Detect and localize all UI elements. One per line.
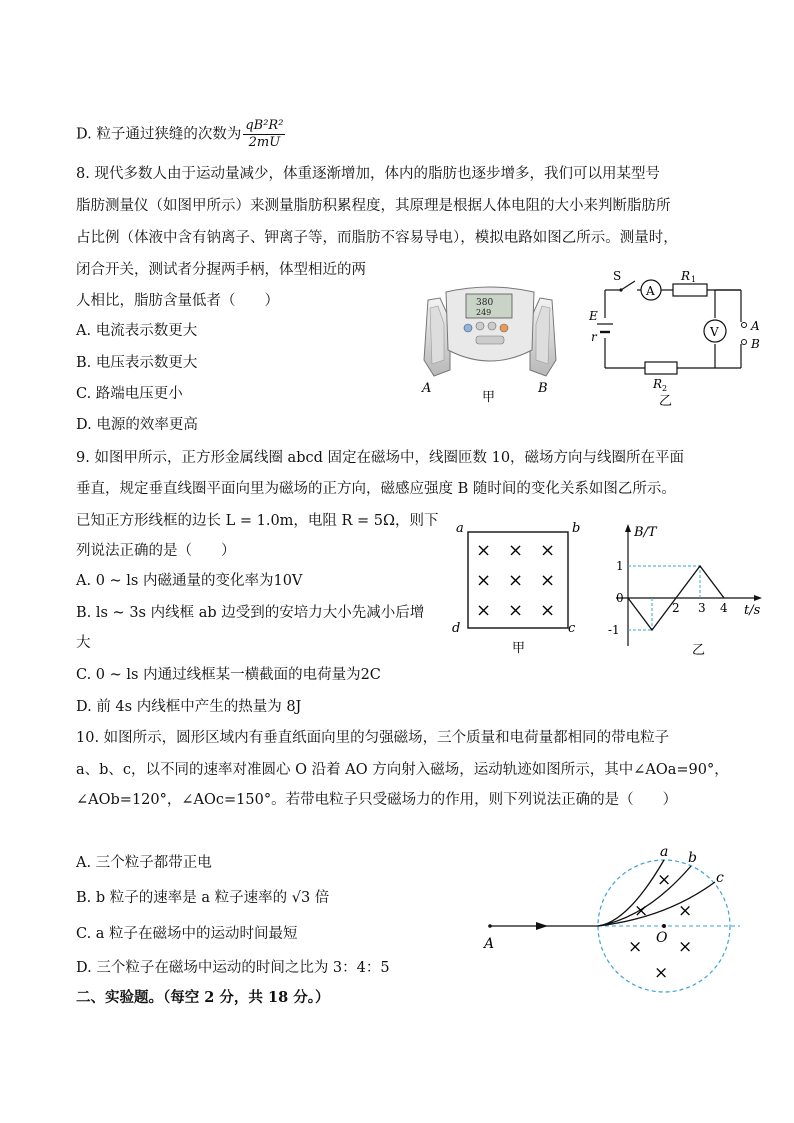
q10-option-c: C. a 粒子在磁场中的运动时间最短 bbox=[76, 926, 298, 942]
field-cross: × bbox=[628, 937, 643, 957]
meter-button-blue bbox=[464, 324, 472, 332]
q7-option-d-text: D. 粒子通过狭缝的次数为 bbox=[76, 126, 242, 143]
voltmeter-label: V bbox=[710, 325, 719, 339]
q8-option-c: C. 路端电压更小 bbox=[76, 386, 183, 402]
q8-stem-line4: 闭合开关，测试者分握两手柄，体型相近的两 bbox=[76, 262, 366, 278]
field-cross: × bbox=[678, 937, 693, 957]
trajectory-b-label: b bbox=[688, 850, 697, 866]
figure-caption-yi: 乙 bbox=[692, 643, 706, 658]
r1-label: R bbox=[681, 269, 691, 283]
trajectory-c-label: c bbox=[716, 870, 724, 886]
handle-label-a: A bbox=[422, 381, 432, 396]
field-cross: × bbox=[540, 570, 556, 591]
vertex-d: d bbox=[452, 621, 461, 636]
resistor-r2 bbox=[645, 362, 677, 374]
switch bbox=[621, 281, 635, 290]
q7-fraction bbox=[243, 118, 285, 151]
q10-option-a: A. 三个粒子都带正电 bbox=[76, 855, 212, 871]
terminal-b-label: B bbox=[751, 337, 760, 351]
r1-subscript: 1 bbox=[691, 275, 697, 284]
meter-button bbox=[488, 322, 496, 330]
q8-stem-line2: 脂肪测量仪（如图甲所示）来测量脂肪积累程度，其原理是根据人体电阻的大小来判断脂肪所 bbox=[76, 198, 671, 214]
field-cross: × bbox=[678, 901, 693, 921]
switch-label: S bbox=[613, 269, 622, 283]
square-coil-figure bbox=[448, 518, 588, 658]
field-cross: × bbox=[476, 540, 492, 561]
figure-caption-yi: 乙 bbox=[659, 394, 673, 408]
circuit-figure bbox=[585, 268, 770, 408]
figure-caption-jia: 甲 bbox=[482, 390, 496, 405]
field-cross: × bbox=[657, 870, 672, 890]
field-cross: × bbox=[508, 570, 524, 591]
origin-label: 0 bbox=[616, 591, 624, 605]
field-cross: × bbox=[654, 963, 669, 983]
x-tick-3: 3 bbox=[698, 601, 706, 615]
q8-option-a: A. 电流表示数更大 bbox=[76, 323, 198, 339]
q9-option-c: C. 0 ~ ls 内通过线框某一横截面的电荷量为2C bbox=[76, 667, 381, 683]
vertex-b: b bbox=[572, 521, 581, 536]
q10-stem-line2: a、b、c，以不同的速率对准圆心 O 沿着 AO 方向射入磁场，运动轨迹如图所示，其中∠AOa=90°， bbox=[76, 762, 729, 778]
q10-stem-line3: ∠AOb=120°，∠AOc=150°。若带电粒子只受磁场力的作用，则下列说法正确的是（ ） bbox=[76, 792, 678, 808]
section-heading: 二、实验题。（每空 2 分，共 18 分。） bbox=[76, 989, 330, 1006]
fat-meter-figure bbox=[410, 280, 570, 405]
x-tick-2: 2 bbox=[672, 601, 680, 615]
meter-button-orange bbox=[500, 324, 508, 332]
x-tick-4: 4 bbox=[720, 601, 728, 615]
field-cross: × bbox=[634, 901, 649, 921]
ammeter-label: A bbox=[646, 284, 655, 298]
internal-resistance-label: r bbox=[591, 330, 597, 344]
field-cross: × bbox=[540, 540, 556, 561]
figure-caption-jia: 甲 bbox=[512, 641, 526, 656]
q9-option-d: D. 前 4s 内线框中产生的热量为 8J bbox=[76, 699, 302, 715]
meter-button bbox=[476, 322, 484, 330]
emf-label: E bbox=[589, 309, 598, 323]
q9-option-a: A. 0 ~ ls 内磁通量的变化率为10V bbox=[76, 573, 303, 589]
field-crosses bbox=[476, 540, 555, 621]
handle-label-b: B bbox=[538, 381, 548, 396]
terminal-b bbox=[742, 340, 747, 345]
b-t-graph bbox=[598, 520, 778, 660]
q8-option-b: B. 电压表示数更大 bbox=[76, 355, 198, 371]
q9-option-b: B. ls ~ 3s 内线框 ab 边受到的安培力大小先减小后增 bbox=[76, 605, 425, 621]
circular-field-figure bbox=[478, 838, 768, 996]
point-a-label: A bbox=[484, 936, 495, 952]
x-axis-label: t/s bbox=[744, 603, 761, 618]
center-o-label: O bbox=[656, 930, 668, 946]
q8-option-d: D. 电源的效率更高 bbox=[76, 417, 198, 433]
center-o bbox=[662, 924, 666, 928]
q10-stem-line1: 10. 如图所示，圆形区域内有垂直纸面向里的匀强磁场，三个质量和电荷量都相同的带电粒子 bbox=[76, 730, 670, 746]
field-cross: × bbox=[508, 540, 524, 561]
q10-option-b: B. b 粒子的速率是 a 粒子速率的 √3 倍 bbox=[76, 890, 330, 906]
trajectory-a-label: a bbox=[660, 844, 669, 860]
vertex-a: a bbox=[456, 521, 464, 536]
field-cross: × bbox=[476, 570, 492, 591]
q7-fraction-numerator: qB²R² bbox=[245, 118, 284, 133]
q9-stem-line2: 垂直，规定垂直线圈平面向里为磁场的正方向，磁感应强度 B 随时间的变化关系如图乙所示。 bbox=[76, 481, 676, 497]
terminal-a-label: A bbox=[751, 319, 760, 333]
q9-option-b-cont: 大 bbox=[76, 635, 91, 651]
trajectory-a bbox=[598, 860, 664, 926]
vertex-c: c bbox=[568, 621, 576, 636]
field-cross: × bbox=[540, 600, 556, 621]
incident-arrow bbox=[536, 922, 548, 930]
screen-reading-bottom: 249 bbox=[476, 308, 492, 317]
q9-stem-line4: 列说法正确的是（ ） bbox=[76, 543, 236, 559]
q7-fraction-denominator: 2mU bbox=[248, 135, 281, 150]
y-tick-pos: 1 bbox=[616, 559, 624, 573]
q8-stem-line1: 8. 现代多数人由于运动量减少，体重逐渐增加，体内的脂肪也逐步增多，我们可以用某型号 bbox=[76, 166, 660, 182]
y-tick-neg: -1 bbox=[608, 623, 620, 637]
y-axis-label: B/T bbox=[634, 525, 657, 540]
terminal-a bbox=[742, 323, 747, 328]
q7-option-d bbox=[76, 118, 285, 151]
q9-stem-line1: 9. 如图甲所示，正方形金属线圈 abcd 固定在磁场中，线圈匝数 10，磁场方向与线圈所在平面 bbox=[76, 450, 685, 466]
r2-label: R bbox=[653, 377, 663, 391]
screen-reading-top: 380 bbox=[476, 298, 494, 308]
q9-stem-line3: 已知正方形线框的边长 L = 1.0m，电阻 R = 5Ω，则下 bbox=[76, 513, 439, 529]
field-cross: × bbox=[508, 600, 524, 621]
q10-option-d: D. 三个粒子在磁场中运动的时间之比为 3：4：5 bbox=[76, 960, 390, 976]
r2-subscript: 2 bbox=[662, 384, 668, 393]
q8-stem-line5: 人相比，脂肪含量低者（ ） bbox=[76, 293, 279, 309]
resistor-r1 bbox=[673, 284, 707, 296]
field-cross: × bbox=[476, 600, 492, 621]
q8-stem-line3: 占比例（体液中含有钠离子、钾离子等，而脂肪不容易导电），模拟电路如图乙所示。测量时， bbox=[76, 230, 678, 246]
